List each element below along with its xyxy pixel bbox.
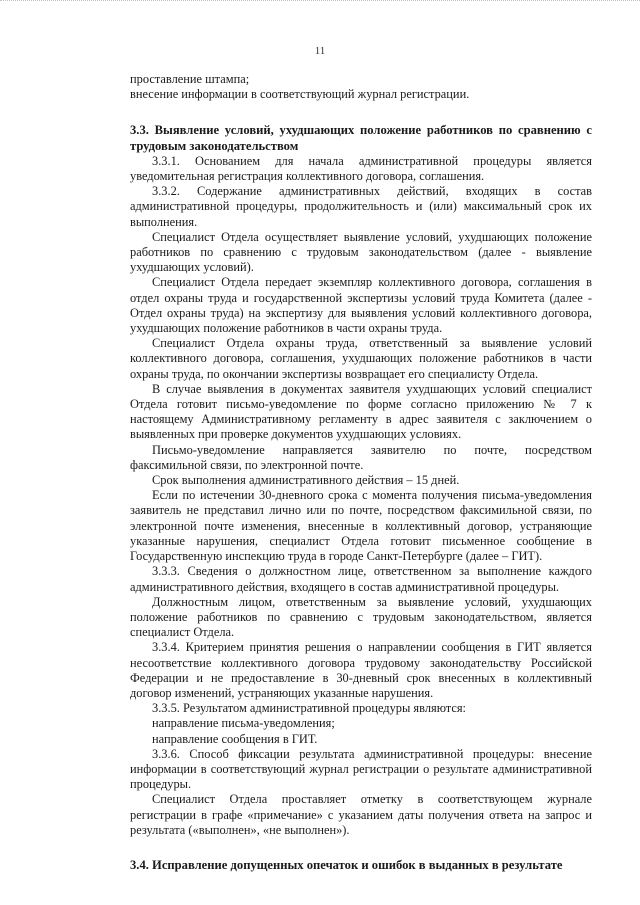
paragraph-3-3-6: 3.3.6. Способ фиксации результата административной процедуры: внесение информации в соответствующий журнал регистрации о результате административной процедуры.: [130, 746, 592, 792]
paragraph-3-3-2: 3.3.2. Содержание административных действий, входящих в состав административной процедуры, продолжительность и (или) максимальный срок их выполнения.: [130, 184, 592, 229]
page-number: 11: [314, 45, 326, 57]
paragraph-notification: В случае выявления в документах заявителя ухудшающих условий специалист Отдела готовит письмо-уведомление по форме согласно приложению № 7 к настоящему Административному регламенту в адрес заявителя с заключением о выявленных при проверке документов ухудшающих условиях.: [130, 381, 592, 442]
section-heading-3-4: 3.4. Исправление допущенных опечаток и ошибок в выданных в результате: [130, 857, 563, 872]
section-heading-3-3: 3.3. Выявление условий, ухудшающих положение работников по сравнению с трудовым законодательством: [130, 123, 592, 153]
paragraph-detection: Специалист Отдела осуществляет выявление условий, ухудшающих положение работников по сравнению с трудовым законодательством (далее - выявление ухудшающих условий).: [130, 229, 592, 275]
document-body: [130, 72, 592, 873]
paragraph-stamp: проставление штампа;: [130, 72, 250, 86]
paragraph-transfer: Специалист Отдела передает экземпляр коллективного договора, соглашения в отдел охраны труда и государственной экспертизы условий труда Комитета (далее - Отдел охраны труда) на экспертизу для выявления условий коллективного договора, ухудшающих положение работников в части охраны труда.: [130, 275, 592, 336]
spacer: [130, 838, 592, 858]
paragraph-3-3-1: 3.3.1. Основанием для начала административной процедуры является уведомительная регистрация коллективного договора, соглашения.: [130, 153, 592, 184]
paragraph-3-3-5: 3.3.5. Результатом административной процедуры являются:: [152, 701, 466, 716]
paragraph-delivery: Письмо-уведомление направляется заявителю по почте, посредством факсимильной связи, по электронной почте.: [130, 442, 592, 472]
paragraph-labor-safety: Специалист Отдела охраны труда, ответственный за выявление условий коллективного договора, соглашения, ухудшающих положение работников в части охраны труда, по окончании экспертизы возвращает его специалисту Отдела.: [130, 336, 592, 381]
paragraph-git-message: Если по истечении 30-дневного срока с момента получения письма-уведомления заявитель не представил лично или по почте, посредством факсимильной связи, по электронной почте изменения, внесенные в коллективный договор, устраняющие указанные нарушения, специалист Отдела готовит письменное сообщение в Государственную инспекцию труда в городе Санкт-Петербурге (далее – ГИТ).: [130, 488, 592, 564]
paragraph-3-3-4: 3.3.4. Критерием принятия решения о направлении сообщения в ГИТ является несоответствие коллективного договора трудовому законодательству Российской Федерации и не предоставление в 30-дневный срок внесенных в коллективный договор изменений, устраняющих указанные нарушения.: [130, 640, 592, 700]
paragraph-deadline: Срок выполнения административного действия – 15 дней.: [152, 473, 460, 488]
paragraph-mark: Специалист Отдела проставляет отметку в соответствующем журнале регистрации в графе «примечание» с указанием даты получения ответа на запрос и результата («выполнен», «не выполнен»).: [130, 792, 592, 837]
paragraph-responsible: Должностным лицом, ответственным за выявление условий, ухудшающих положение работников по сравнению с трудовым законодательством, является специалист Отдела.: [130, 594, 592, 640]
spacer: [130, 102, 592, 123]
paragraph-result-git: направление сообщения в ГИТ.: [152, 731, 318, 746]
paragraph-journal-entry: внесение информации в соответствующий журнал регистрации.: [130, 87, 470, 102]
scan-edge-artifact: [0, 0, 640, 7]
paragraph-3-3-3: 3.3.3. Сведения о должностном лице, ответственном за выполнение каждого административного действия, входящего в состав административной процедуры.: [130, 564, 592, 594]
paragraph-result-letter: направление письма-уведомления;: [152, 716, 335, 731]
